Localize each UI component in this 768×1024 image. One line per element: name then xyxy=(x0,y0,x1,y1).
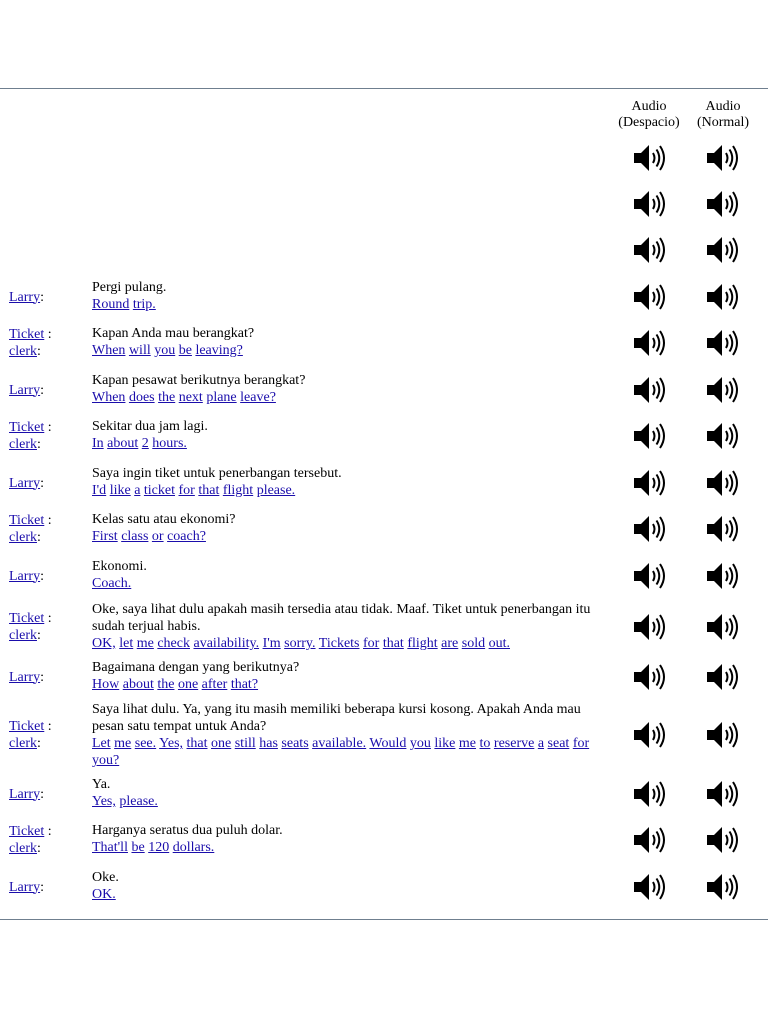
speaker-link[interactable]: Larry xyxy=(9,289,41,305)
english-word-link[interactable]: flight xyxy=(407,636,438,651)
english-word-link[interactable]: seats xyxy=(281,736,309,751)
english-word-link[interactable]: plane xyxy=(206,390,237,405)
dialogue-row xyxy=(0,822,768,858)
audio-slow-speaker-icon[interactable] xyxy=(631,465,667,501)
english-line xyxy=(92,840,214,855)
english-word-link[interactable]: me xyxy=(458,736,477,751)
audio-slow-speaker-icon[interactable] xyxy=(631,776,667,812)
speaker-link[interactable]: Ticket xyxy=(9,824,45,839)
english-word-link[interactable]: a xyxy=(134,483,141,498)
dialogue-row xyxy=(0,325,768,361)
audio-slow-speaker-icon[interactable] xyxy=(631,325,667,361)
header-audio-normal: Audio (Normal) xyxy=(696,99,750,130)
dialogue-text xyxy=(92,465,612,499)
audio-slow-speaker-icon[interactable] xyxy=(631,869,667,905)
speaker-link[interactable]: Ticket xyxy=(9,420,45,435)
english-word-link[interactable]: will xyxy=(128,343,151,358)
audio-normal-speaker-icon[interactable] xyxy=(704,372,740,408)
english-word-link[interactable]: 120 xyxy=(148,840,170,855)
dialogue-text xyxy=(92,659,612,693)
english-word-link[interactable]: like xyxy=(434,736,456,751)
english-line xyxy=(92,794,158,809)
english-word-link[interactable]: How xyxy=(92,677,120,692)
english-word-link[interactable]: you xyxy=(154,343,176,358)
english-line xyxy=(92,483,295,498)
indonesian-line: Oke. xyxy=(92,870,119,885)
english-line xyxy=(92,636,510,651)
english-word-link[interactable]: leaving? xyxy=(195,343,243,358)
dialogue-row xyxy=(0,465,768,501)
dialogue-row xyxy=(0,869,768,905)
speaker-link[interactable]: Ticket xyxy=(9,327,45,342)
english-word-link[interactable]: sorry. xyxy=(284,636,316,651)
speaker-link[interactable]: clerk xyxy=(9,628,37,643)
dialogue-text xyxy=(92,822,612,856)
speaker-link[interactable]: Larry xyxy=(9,382,41,398)
dialogue-row xyxy=(0,418,768,454)
english-word-link[interactable]: or xyxy=(151,529,164,544)
english-word-link[interactable]: Yes, xyxy=(92,794,116,809)
english-word-link[interactable]: 2 xyxy=(141,436,149,451)
audio-slow-speaker-icon[interactable] xyxy=(631,609,667,645)
dialogue-text xyxy=(92,372,612,406)
english-word-link[interactable]: me xyxy=(114,736,132,751)
english-word-link[interactable]: like xyxy=(109,483,131,498)
dialogue-row xyxy=(0,776,768,812)
english-line xyxy=(92,677,258,692)
english-word-link[interactable]: class xyxy=(121,529,149,544)
audio-normal-speaker-icon[interactable] xyxy=(704,279,740,315)
english-word-link[interactable]: please. xyxy=(256,483,296,498)
english-word-link[interactable]: trip. xyxy=(132,297,156,312)
dialogue-text xyxy=(92,776,612,810)
english-word-link[interactable]: dollars. xyxy=(172,840,215,855)
english-word-link[interactable]: you xyxy=(409,736,431,751)
english-word-link[interactable]: coach? xyxy=(167,529,206,544)
audio-slow-speaker-icon[interactable] xyxy=(631,659,667,695)
audio-slow-speaker-icon[interactable] xyxy=(631,279,667,315)
english-word-link[interactable]: be xyxy=(178,343,192,358)
indonesian-line: Oke, saya lihat dulu apakah masih tersedia atau tidak. Maaf. Tiket untuk penerbangan itu sudah terjual habis. xyxy=(92,602,591,634)
speaker-name: Ticket : clerk: xyxy=(9,824,52,856)
audio-normal-speaker-icon[interactable] xyxy=(704,186,740,222)
dialogue-row xyxy=(0,558,768,594)
english-line xyxy=(92,390,276,405)
english-word-link[interactable]: still xyxy=(234,736,256,751)
speaker-name: Larry: xyxy=(9,568,44,584)
bottom-rule xyxy=(0,919,768,920)
speaker-name: Ticket : clerk: xyxy=(9,513,52,545)
english-word-link[interactable]: to xyxy=(479,736,491,751)
speaker-link[interactable]: Larry xyxy=(9,669,41,685)
english-word-link[interactable]: let xyxy=(119,636,134,651)
english-word-link[interactable]: does xyxy=(128,390,155,405)
audio-slow-speaker-icon[interactable] xyxy=(631,558,667,594)
speaker-link[interactable]: Larry xyxy=(9,786,41,802)
english-line xyxy=(92,736,589,768)
dialogue-text xyxy=(92,511,612,545)
english-word-link[interactable]: leave? xyxy=(240,390,276,405)
speaker-name: Larry: xyxy=(9,382,44,398)
english-word-link[interactable]: a xyxy=(537,736,545,751)
english-word-link[interactable]: I'd xyxy=(92,483,107,498)
english-word-link[interactable]: are xyxy=(441,636,459,651)
audio-normal-speaker-icon[interactable] xyxy=(704,418,740,454)
english-word-link[interactable]: about xyxy=(107,436,139,451)
speaker-link[interactable]: Larry xyxy=(9,475,41,491)
indonesian-line: Sekitar dua jam lagi. xyxy=(92,419,208,434)
english-word-link[interactable]: next xyxy=(178,390,203,405)
english-word-link[interactable]: Yes, xyxy=(159,736,184,751)
dialogue-text xyxy=(92,869,612,903)
english-line xyxy=(92,343,243,358)
english-word-link[interactable]: Round xyxy=(92,297,130,312)
english-word-link[interactable]: see. xyxy=(134,736,157,751)
english-word-link[interactable]: out. xyxy=(488,636,510,651)
indonesian-line: Bagaimana dengan yang berikutnya? xyxy=(92,660,300,675)
header-audio-slow: Audio (Despacio) xyxy=(618,99,680,130)
dialogue-row xyxy=(0,279,768,315)
speaker-name: Ticket : clerk: xyxy=(9,327,52,359)
english-line xyxy=(92,297,156,312)
english-word-link[interactable]: seat xyxy=(547,736,570,751)
audio-slow-speaker-icon[interactable] xyxy=(631,372,667,408)
dialogue-text xyxy=(92,601,612,652)
speaker-link[interactable]: Ticket xyxy=(9,513,45,528)
dialogue-row xyxy=(0,372,768,408)
audio-normal-speaker-icon[interactable] xyxy=(704,511,740,547)
english-word-link[interactable]: reserve xyxy=(493,736,535,751)
english-word-link[interactable]: I'm xyxy=(262,636,281,651)
dialogue-text xyxy=(92,701,612,769)
speaker-name: Larry: xyxy=(9,669,44,685)
audio-slow-speaker-icon[interactable] xyxy=(631,418,667,454)
english-word-link[interactable]: please. xyxy=(119,794,158,809)
english-word-link[interactable]: flight xyxy=(222,483,254,498)
speaker-name: Ticket : clerk: xyxy=(9,719,52,751)
english-word-link[interactable]: for xyxy=(178,483,195,498)
speaker-name: Larry: xyxy=(9,786,44,802)
audio-normal-speaker-icon[interactable] xyxy=(704,232,740,268)
english-word-link[interactable]: Coach. xyxy=(92,576,132,591)
audio-normal-speaker-icon[interactable] xyxy=(704,776,740,812)
english-word-link[interactable]: That'll xyxy=(92,840,128,855)
english-word-link[interactable]: First xyxy=(92,529,118,544)
dialogue-text xyxy=(92,279,612,313)
speaker-name: Ticket : clerk: xyxy=(9,611,52,643)
speaker-name: Larry: xyxy=(9,475,44,491)
audio-normal-speaker-icon[interactable] xyxy=(704,822,740,858)
audio-slow-speaker-icon[interactable] xyxy=(631,717,667,753)
english-word-link[interactable]: after xyxy=(201,677,228,692)
indonesian-line: Saya lihat dulu. Ya, yang itu masih memiliki beberapa kursi kosong. Apakah Anda mau pesan satu tempat untuk Anda? xyxy=(92,702,581,734)
english-word-link[interactable]: that xyxy=(198,483,220,498)
audio-normal-speaker-icon[interactable] xyxy=(704,325,740,361)
english-word-link[interactable]: be xyxy=(131,840,145,855)
english-line xyxy=(92,576,131,591)
speaker-name: Larry: xyxy=(9,289,44,305)
english-word-link[interactable]: that? xyxy=(230,677,259,692)
audio-normal-speaker-icon[interactable] xyxy=(704,558,740,594)
indonesian-line: Kapan pesawat berikutnya berangkat? xyxy=(92,373,306,388)
indonesian-line: Kapan Anda mau berangkat? xyxy=(92,326,255,341)
speaker-name: Larry: xyxy=(9,879,44,895)
indonesian-line: Ekonomi. xyxy=(92,559,147,574)
english-word-link[interactable]: check xyxy=(157,636,190,651)
english-word-link[interactable]: In xyxy=(92,436,104,451)
speaker-link[interactable]: clerk xyxy=(9,344,37,359)
dialogue-row xyxy=(0,659,768,695)
indonesian-line: Pergi pulang. xyxy=(92,280,167,295)
audio-normal-speaker-icon[interactable] xyxy=(704,465,740,501)
audio-normal-speaker-icon[interactable] xyxy=(704,659,740,695)
english-line xyxy=(92,436,187,451)
english-word-link[interactable]: When xyxy=(92,390,126,405)
speaker-link[interactable]: Larry xyxy=(9,568,41,584)
english-word-link[interactable]: sold xyxy=(461,636,486,651)
english-word-link[interactable]: availability. xyxy=(193,636,260,651)
dialogue-row xyxy=(0,601,768,653)
english-word-link[interactable]: Tickets xyxy=(318,636,360,651)
english-word-link[interactable]: the xyxy=(158,390,176,405)
english-word-link[interactable]: OK. xyxy=(92,887,116,902)
english-word-link[interactable]: me xyxy=(136,636,154,651)
speaker-link[interactable]: Ticket xyxy=(9,611,45,626)
speaker-link[interactable]: Larry xyxy=(9,879,41,895)
indonesian-line: Harganya seratus dua puluh dolar. xyxy=(92,823,283,838)
english-word-link[interactable]: When xyxy=(92,343,126,358)
english-word-link[interactable]: hours. xyxy=(152,436,187,451)
speaker-link[interactable]: Ticket xyxy=(9,719,45,734)
english-word-link[interactable]: one xyxy=(177,677,199,692)
dialogue-row xyxy=(0,511,768,547)
english-word-link[interactable]: the xyxy=(157,677,175,692)
english-word-link[interactable]: for xyxy=(572,736,590,751)
dialogue-row xyxy=(0,701,768,769)
audio-slow-speaker-icon[interactable] xyxy=(631,232,667,268)
audio-normal-speaker-icon[interactable] xyxy=(704,869,740,905)
english-word-link[interactable]: Would xyxy=(369,736,407,751)
english-word-link[interactable]: for xyxy=(363,636,380,651)
indonesian-line: Saya ingin tiket untuk penerbangan tersebut. xyxy=(92,466,342,481)
indonesian-line: Ya. xyxy=(92,777,111,792)
english-word-link[interactable]: that xyxy=(382,636,404,651)
audio-slow-speaker-icon[interactable] xyxy=(631,140,667,176)
dialogue-row xyxy=(0,140,768,176)
english-line xyxy=(92,529,206,544)
dialogue-row xyxy=(0,186,768,222)
audio-normal-speaker-icon[interactable] xyxy=(704,609,740,645)
english-word-link[interactable]: you? xyxy=(92,753,120,768)
audio-normal-speaker-icon[interactable] xyxy=(704,140,740,176)
speaker-link[interactable]: clerk xyxy=(9,736,37,751)
audio-slow-speaker-icon[interactable] xyxy=(631,186,667,222)
english-word-link[interactable]: ticket xyxy=(143,483,176,498)
indonesian-line: Kelas satu atau ekonomi? xyxy=(92,512,236,527)
top-rule xyxy=(0,88,768,89)
speaker-link[interactable]: clerk xyxy=(9,841,37,856)
dialogue-text xyxy=(92,558,612,592)
english-word-link[interactable]: one xyxy=(211,736,232,751)
english-line xyxy=(92,887,116,902)
english-word-link[interactable]: Let xyxy=(92,736,111,751)
dialogue-row xyxy=(0,232,768,268)
speaker-name: Ticket : clerk: xyxy=(9,420,52,452)
speaker-link[interactable]: clerk xyxy=(9,530,37,545)
dialogue-text xyxy=(92,418,612,452)
english-word-link[interactable]: about xyxy=(122,677,154,692)
english-word-link[interactable]: OK, xyxy=(92,636,116,651)
speaker-link[interactable]: clerk xyxy=(9,437,37,452)
dialogue-text xyxy=(92,325,612,359)
english-word-link[interactable]: has xyxy=(259,736,278,751)
audio-normal-speaker-icon[interactable] xyxy=(704,717,740,753)
english-word-link[interactable]: available. xyxy=(312,736,367,751)
audio-slow-speaker-icon[interactable] xyxy=(631,511,667,547)
english-word-link[interactable]: that xyxy=(186,736,208,751)
audio-slow-speaker-icon[interactable] xyxy=(631,822,667,858)
